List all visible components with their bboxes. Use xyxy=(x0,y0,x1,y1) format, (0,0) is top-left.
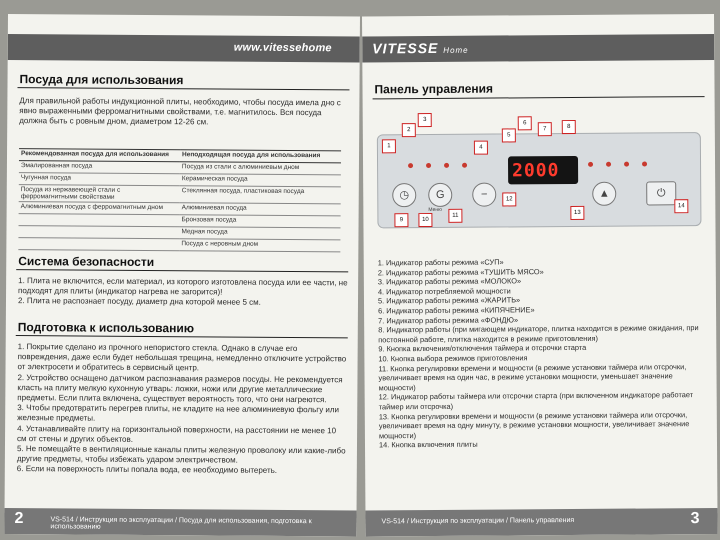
table-cell: Посуда из стали с алюминиевым дном xyxy=(180,162,341,175)
timer-button[interactable]: ◷ xyxy=(392,183,416,207)
table-row xyxy=(18,238,340,252)
callout-8: 8 xyxy=(562,120,576,134)
milk-led xyxy=(444,163,449,168)
callout-10: 10 xyxy=(418,213,432,227)
table-cell: Медная посуда xyxy=(179,227,340,240)
list-item: 8. Индикатор работы (при мигающем индикаторе, плитка находится в режиме ожидания, при постоянной работе, плитка находится в режиме приготовления) xyxy=(378,323,699,345)
header-band xyxy=(362,34,714,62)
list-item: 4. Индикатор потребляемой мощности xyxy=(377,286,511,297)
table-cell: Посуда с неровным дном xyxy=(179,239,340,252)
display-digits: 2000 xyxy=(512,160,560,182)
section-title-cookware: Посуда для использования xyxy=(19,72,184,88)
plus-button[interactable]: ▲ xyxy=(592,182,616,206)
power-button[interactable]: ⏻ xyxy=(646,181,676,205)
divider xyxy=(16,335,348,338)
cookware-table xyxy=(18,148,341,252)
header-band xyxy=(8,34,360,62)
table-cell: Стеклянная посуда, пластиковая посуда xyxy=(180,186,341,204)
callout-13: 13 xyxy=(570,206,584,220)
divider xyxy=(373,96,705,99)
list-item: 9. Кнопка включения/отключения таймера и отсрочки старта xyxy=(378,343,587,354)
table-header-recommended: Рекомендованная посуда для использования xyxy=(19,149,180,162)
list-item: 13. Кнопка регулировки времени и мощности (в режиме установки таймера или отсрочки, увеличивает время на одну минуту, в режиме установки мощности, увеличивает значение мощности) xyxy=(378,409,690,441)
menu-label: Меню xyxy=(428,206,442,213)
fondue-led xyxy=(624,162,629,167)
table-cell: Керамическая посуда xyxy=(180,174,341,187)
footer-text: VS-514 / Инструкция по эксплуатации / Панель управления xyxy=(381,516,575,526)
table-cell xyxy=(18,226,179,239)
list-item: 12. Индикатор работы таймера или отсрочки старта (при включенном индикаторе работает таймер или отсрочка) xyxy=(378,390,694,412)
control-panel-diagram xyxy=(377,117,702,228)
callout-9: 9 xyxy=(394,213,408,227)
section-title-panel: Панель управления xyxy=(374,81,494,97)
table-cell xyxy=(19,214,180,227)
callout-5: 5 xyxy=(502,128,516,142)
menu-button[interactable]: G xyxy=(428,183,452,207)
callout-12: 12 xyxy=(502,192,516,206)
list-item: 5. Индикатор работы режима «ЖАРИТЬ» xyxy=(377,295,521,306)
section-title-preparation: Подготовка к использованию xyxy=(17,320,195,336)
page-number: 3 xyxy=(690,510,700,528)
panel-legend xyxy=(378,256,705,450)
power-led xyxy=(462,163,467,168)
list-item: 2. Индикатор работы режима «ТУШИТЬ МЯСО» xyxy=(377,266,544,277)
footer-band xyxy=(365,508,717,536)
list-item: 7. Индикатор работы режима «ФОНДЮ» xyxy=(378,314,519,325)
brand-sub: Home xyxy=(443,45,469,55)
site-name: www.vitessehome xyxy=(233,41,332,55)
display xyxy=(508,156,578,184)
table-cell: Алюминиевая посуда xyxy=(180,203,341,216)
callout-14: 14 xyxy=(674,199,688,213)
section-title-safety: Система безопасности xyxy=(18,254,155,270)
list-item: 6. Индикатор работы режима «КИПЯЧЕНИЕ» xyxy=(378,305,535,316)
callout-7: 7 xyxy=(538,122,552,136)
table-cell xyxy=(18,238,179,251)
table-cell: Посуда из нержавеющей стали с ферромагнитными свойствами xyxy=(19,185,180,203)
page-number: 2 xyxy=(14,510,24,528)
brand-name: VITESSE xyxy=(372,39,439,57)
callout-6: 6 xyxy=(518,116,532,130)
list-item: 1. Индикатор работы режима «СУП» xyxy=(377,257,504,268)
table-cell: Эмалированная посуда xyxy=(19,161,180,174)
callout-4: 4 xyxy=(474,141,488,155)
list-item: 10. Кнопка выбора режимов приготовления xyxy=(378,353,528,364)
list-item: 3. Индикатор работы режима «МОЛОКО» xyxy=(377,276,522,287)
list-item: 14. Кнопка включения плиты xyxy=(378,439,478,450)
table-cell: Чугунная посуда xyxy=(19,173,180,186)
brand-logo xyxy=(372,40,468,57)
minus-button[interactable]: − xyxy=(472,183,496,207)
table-header-unsuitable: Неподходящая посуда для использования xyxy=(180,150,341,163)
left-page xyxy=(4,14,360,536)
table-cell: Алюминиевая посуда с ферромагнитным дном xyxy=(19,202,180,215)
callout-2: 2 xyxy=(402,123,416,137)
cookware-intro: Для правильной работы индукционной плиты, необходимо, чтобы посуда имела дно с явно выраженными ферромагнитными свойствами, т.е. магнитилось. Вся посуда должна быть с ровным дном, диаметром 12-26 см. xyxy=(19,96,341,127)
safety-text: 1. Плита не включится, если материал, из которого изготовлена посуда или ее части, не подходят для плиты (индикатор нагрева не загорится)! 2. Плита не распознает посуду, диаметр дна которой менее 5 см. xyxy=(17,276,348,307)
work-led xyxy=(642,161,647,166)
callout-11: 11 xyxy=(448,209,462,223)
divider xyxy=(17,87,349,90)
boil-led xyxy=(606,162,611,167)
list-item: 11. Кнопка регулировки времени и мощности (в режиме установки таймера или отсрочки, увеличивает время на один час, в режиме установки мощности, уменьшает значение мощности) xyxy=(378,361,687,393)
stew-led xyxy=(426,163,431,168)
divider xyxy=(16,269,348,272)
fry-led xyxy=(588,162,593,167)
footer-text: VS-514 / Инструкция по эксплуатации / Посуда для использования, подготовка к использованию xyxy=(50,516,312,531)
soup-led xyxy=(408,163,413,168)
callout-1: 1 xyxy=(382,139,396,153)
table-cell: Бронзовая посуда xyxy=(180,215,341,228)
callout-3: 3 xyxy=(418,113,432,127)
preparation-text: 1. Покрытие сделано из прочного непористого стекла. Однако в случае его повреждения, даже если будет небольшая трещина, немедленно отключите устройство от электросети и обратитесь в сервисный центр. 2. Устройство оснащено датчиком распознавания размеров посуды. Не рекомендуется класть на плиту мелкую кухонную утварь: ложки, ножи или другие металлические предметы. Если плита включена, существует вероятность того, что они нагреются. 3. Чтобы предотвратить перегрев плиты, не кладите на нее алюминиевую фольгу или железные предметы. 4. Устанавливайте плиту на горизонтальной поверхности, на расстоянии не менее 10 см от стены и других объектов. 5. Не помещайте в вентиляционные каналы плиты железную проволоку или какие-либо другие предметы, чтобы избежать ударом электричеством. 6. Если на поверхность плиты попала вода, ее необходимо вытереть. xyxy=(16,342,347,476)
right-page xyxy=(362,14,718,536)
footer-band xyxy=(4,508,356,536)
